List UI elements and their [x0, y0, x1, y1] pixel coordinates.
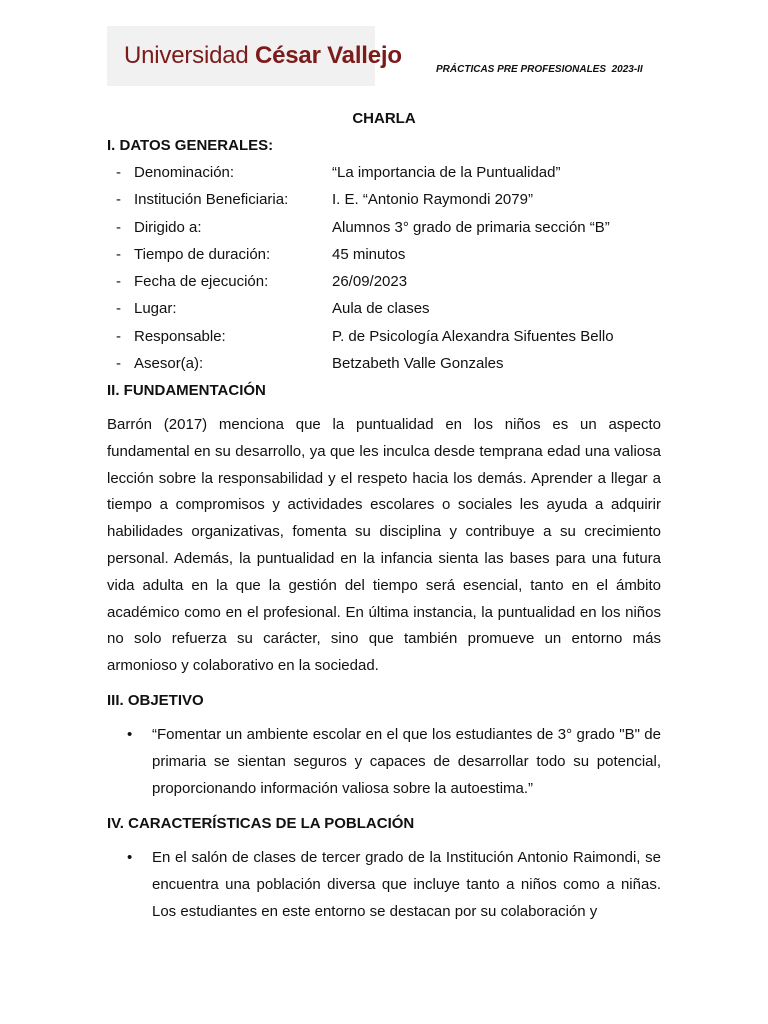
section-heading-datos-generales: I. DATOS GENERALES: [107, 137, 274, 154]
dash-marker: - [116, 300, 121, 317]
row-label: Responsable: [134, 328, 226, 345]
section-heading-caracteristicas: IV. CARACTERÍSTICAS DE LA POBLACIÓN [107, 815, 415, 832]
row-label: Tiempo de duración: [134, 246, 271, 263]
objetivo-text: “Fomentar un ambiente escolar en el que los estudiantes de 3° grado "B" de primaria se sientan seguros y capaces de desarrollar todo su potencial, proporcionando información valiosa sobre la autoestima.” [152, 726, 661, 797]
dash-marker: - [116, 219, 121, 236]
row-label: Denominación: [134, 164, 235, 181]
row-value: Alumnos 3° grado de primaria sección “B” [332, 219, 610, 236]
dash-marker: - [116, 355, 121, 372]
row-label: Institución Beneficiaria: [134, 191, 289, 208]
dash-marker: - [116, 246, 121, 263]
dash-marker: - [116, 164, 121, 181]
row-label: Fecha de ejecución: [134, 273, 269, 290]
bullet-icon: • [127, 849, 133, 866]
header-practicas-label: PRÁCTICAS PRE PROFESIONALES 2023-II [436, 64, 643, 75]
objetivo-list-item [107, 722, 661, 802]
university-logo [107, 26, 402, 86]
row-label: Dirigido a: [134, 219, 202, 236]
dash-marker: - [116, 273, 121, 290]
fundamentacion-paragraph: Barrón (2017) menciona que la puntualidad en los niños es un aspecto fundamental en su desarrollo, ya que les inculca desde temprana edad una valiosa lección sobre la responsabilidad y el respeto hacia los demás. Aprender a llegar a tiempo a compromisos y actividades escolares o sociales les ayuda a adquirir habilidades organizativas, fomenta su disciplina y contribuye a su crecimiento personal. Además, la puntualidad en la infancia sienta las bases para una futura vida adulta en la que la gestión del tiempo será esencial, tanto en el ámbito académico como en el profesional. En última instancia, la puntualidad en los niños no solo refuerza su carácter, sino que también promueve un entorno más armonioso y colaborativo en la sociedad. [107, 416, 661, 675]
row-value: 45 minutos [332, 246, 406, 263]
row-label: Lugar: [134, 300, 177, 317]
section-heading-objetivo: III. OBJETIVO [107, 692, 204, 709]
data-row [107, 219, 667, 239]
row-value: 26/09/2023 [332, 273, 408, 290]
row-value: Aula de clases [332, 300, 430, 317]
data-row [107, 164, 667, 184]
logo-wordmark: Universidad César Vallejo [124, 42, 402, 69]
data-row [107, 328, 667, 348]
data-row [107, 246, 667, 266]
row-value: Betzabeth Valle Gonzales [332, 355, 504, 372]
data-row [107, 191, 667, 211]
row-value: I. E. “Antonio Raymondi 2079” [332, 191, 533, 208]
caracteristicas-text: En el salón de clases de tercer grado de la Institución Antonio Raimondi, se encuentra una población diversa que incluye tanto a niños como a niñas. Los estudiantes en este entorno se destacan por su colaboración y [152, 849, 661, 920]
data-row [107, 355, 667, 375]
row-value: P. de Psicología Alexandra Sifuentes Bello [332, 328, 614, 345]
row-label: Asesor(a): [134, 355, 204, 372]
data-row [107, 273, 667, 293]
bullet-icon: • [127, 726, 133, 743]
row-value: “La importancia de la Puntualidad” [332, 164, 561, 181]
dash-marker: - [116, 191, 121, 208]
section-heading-fundamentacion: II. FUNDAMENTACIÓN [107, 382, 266, 399]
page-title: CHARLA [352, 110, 416, 127]
data-row [107, 300, 667, 320]
dash-marker: - [116, 328, 121, 345]
caracteristicas-list-item [107, 845, 661, 925]
